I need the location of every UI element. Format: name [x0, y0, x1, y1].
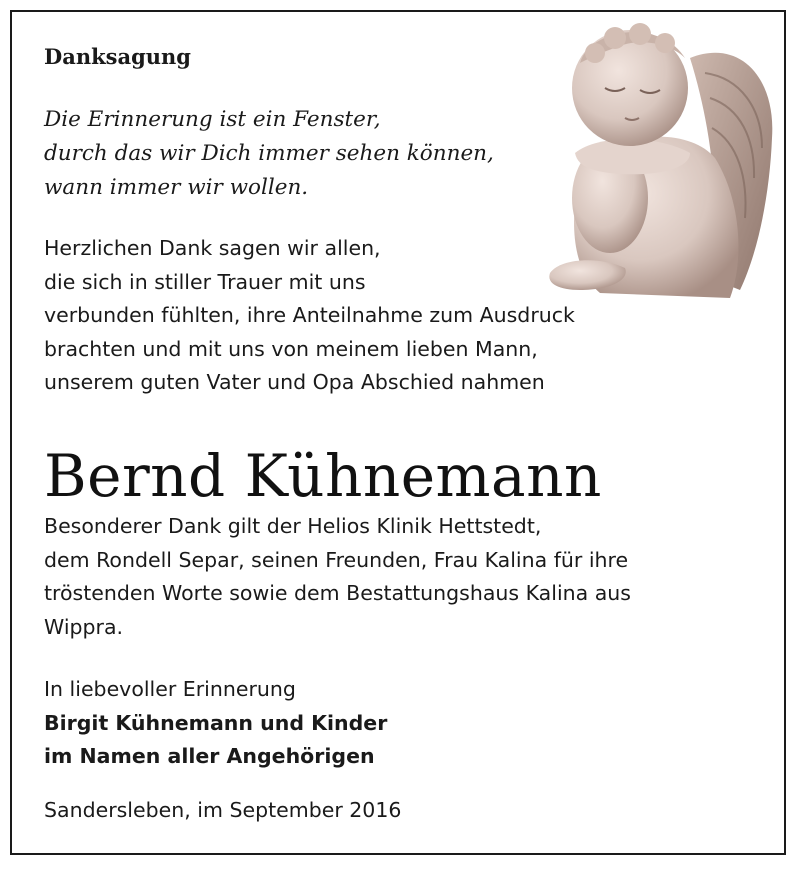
quote-line: wann immer wir wollen.: [44, 175, 309, 200]
deceased-name: Bernd Kühnemann: [44, 442, 602, 510]
signoff-intro: In liebevoller Erinnerung: [44, 677, 296, 701]
signoff-relatives: im Namen aller Angehörigen: [44, 744, 375, 768]
thanks-line: verbunden fühlten, ihre Anteilnahme zum Ausdruck: [44, 303, 575, 327]
notice-heading: Danksagung: [44, 44, 191, 69]
signoff-block: [44, 673, 744, 774]
quote-line: durch das wir Dich immer sehen können,: [44, 141, 494, 166]
sleeping-angel-figurine: [540, 18, 776, 308]
thanks-line: die sich in stiller Trauer mit uns: [44, 269, 366, 294]
thanks-line: Herzlichen Dank sagen wir allen,: [44, 236, 381, 260]
special-thanks-line: Besonderer Dank gilt der Helios Klinik Hettstedt,: [44, 514, 542, 538]
thanks-line: unserem guten Vater und Opa Abschied nahmen: [44, 370, 545, 394]
memorial-quote: [44, 103, 604, 205]
thanks-line: brachten und mit uns von meinem lieben Mann,: [44, 336, 538, 361]
signoff-family: Birgit Kühnemann und Kinder: [44, 710, 388, 735]
special-thanks-line: dem Rondell Separ, seinen Freunden, Frau Kalina für ihre: [44, 547, 629, 572]
place-date: Sandersleben, im September 2016: [44, 798, 402, 822]
special-thanks-paragraph: [44, 510, 744, 644]
quote-line: Die Erinnerung ist ein Fenster,: [44, 107, 381, 132]
special-thanks-line: Wippra.: [44, 614, 124, 639]
special-thanks-line: tröstenden Worte sowie dem Bestattungshaus Kalina aus: [44, 581, 631, 605]
